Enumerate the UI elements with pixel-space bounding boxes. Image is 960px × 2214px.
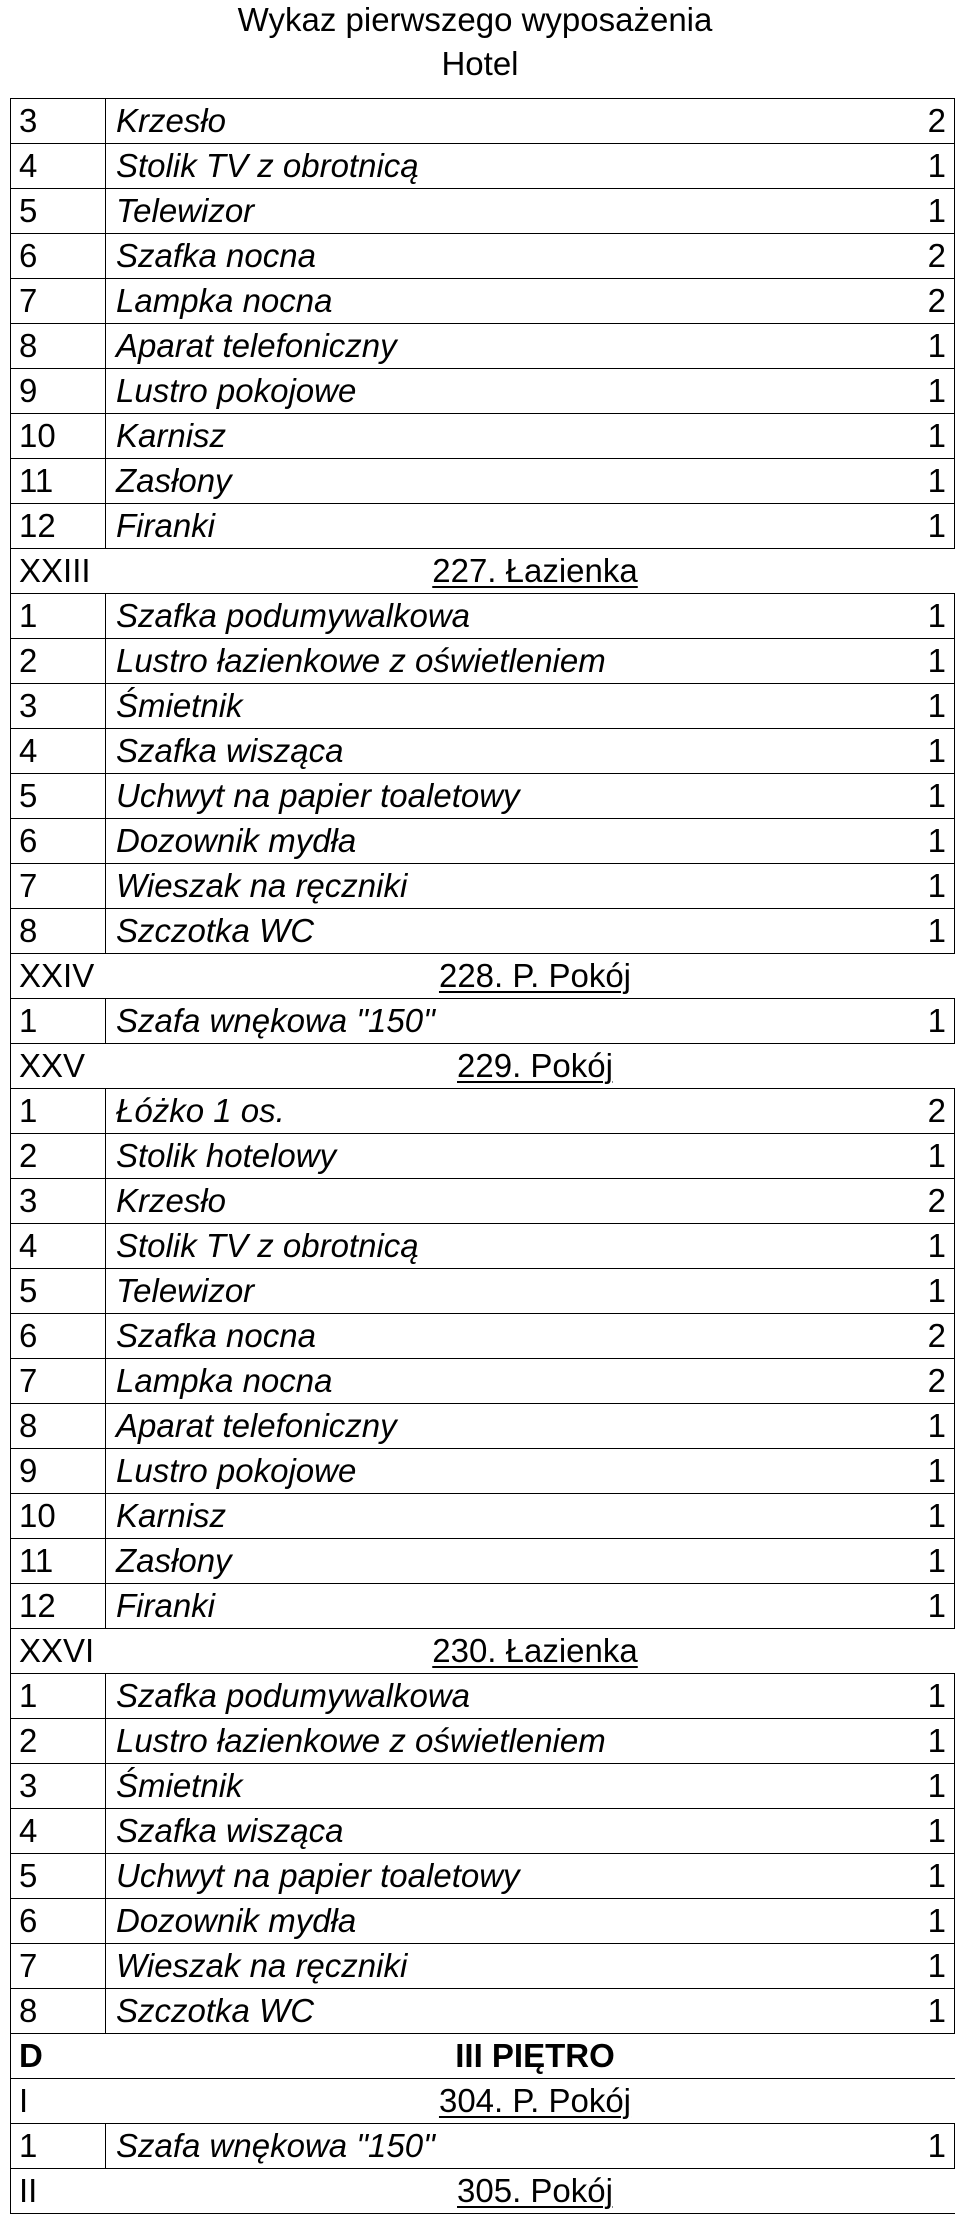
table-row bbox=[11, 279, 955, 324]
item-number: 3 bbox=[11, 1179, 106, 1224]
table-row bbox=[11, 459, 955, 504]
item-quantity: 1 bbox=[905, 1494, 955, 1539]
section-title bbox=[106, 549, 955, 594]
item-number: 9 bbox=[11, 369, 106, 414]
item-quantity: 2 bbox=[905, 234, 955, 279]
item-number: 8 bbox=[11, 324, 106, 369]
table-row bbox=[11, 1764, 955, 1809]
section-title-text: 228. P. Pokój bbox=[438, 957, 632, 994]
item-quantity: 1 bbox=[905, 999, 955, 1044]
section-title bbox=[106, 1044, 955, 1089]
section-header-row bbox=[11, 954, 955, 999]
item-quantity: 1 bbox=[905, 684, 955, 729]
item-name: Telewizor bbox=[106, 189, 905, 234]
table-row bbox=[11, 819, 955, 864]
item-quantity: 1 bbox=[905, 639, 955, 684]
table-row bbox=[11, 1269, 955, 1314]
section-number: II bbox=[11, 2169, 106, 2214]
item-quantity: 1 bbox=[905, 1989, 955, 2034]
floor-header-row bbox=[11, 2034, 955, 2079]
document-header bbox=[0, 0, 960, 96]
document-title: Wykaz pierwszego wyposażenia bbox=[237, 1, 713, 38]
section-title bbox=[106, 2169, 955, 2214]
item-number: 4 bbox=[11, 1809, 106, 1854]
table-row bbox=[11, 324, 955, 369]
item-number: 5 bbox=[11, 774, 106, 819]
item-quantity: 1 bbox=[905, 369, 955, 414]
item-name: Szczotka WC bbox=[106, 909, 905, 954]
item-name: Szafka nocna bbox=[106, 234, 905, 279]
item-quantity: 1 bbox=[905, 189, 955, 234]
item-name: Szczotka WC bbox=[106, 1989, 905, 2034]
item-quantity: 1 bbox=[905, 1404, 955, 1449]
item-number: 7 bbox=[11, 1359, 106, 1404]
item-quantity: 1 bbox=[905, 1269, 955, 1314]
item-number: 7 bbox=[11, 1944, 106, 1989]
item-quantity: 1 bbox=[905, 504, 955, 549]
item-quantity: 1 bbox=[905, 1809, 955, 1854]
item-name: Karnisz bbox=[106, 414, 905, 459]
item-name: Aparat telefoniczny bbox=[106, 1404, 905, 1449]
item-quantity: 1 bbox=[905, 819, 955, 864]
item-quantity: 1 bbox=[905, 1449, 955, 1494]
table-row bbox=[11, 909, 955, 954]
item-number: 5 bbox=[11, 189, 106, 234]
item-quantity: 1 bbox=[905, 1854, 955, 1899]
table-row bbox=[11, 2124, 955, 2169]
table-row bbox=[11, 1494, 955, 1539]
table-row bbox=[11, 144, 955, 189]
item-name: Lustro pokojowe bbox=[106, 1449, 905, 1494]
item-quantity: 1 bbox=[905, 1764, 955, 1809]
table-row bbox=[11, 774, 955, 819]
table-row bbox=[11, 1539, 955, 1584]
inventory-table-body bbox=[11, 99, 955, 2214]
item-name: Szafka podumywalkowa bbox=[106, 1674, 905, 1719]
item-quantity: 1 bbox=[905, 324, 955, 369]
item-number: 7 bbox=[11, 864, 106, 909]
item-name: Śmietnik bbox=[106, 684, 905, 729]
item-name: Szafka nocna bbox=[106, 1314, 905, 1359]
item-number: 1 bbox=[11, 594, 106, 639]
item-name: Aparat telefoniczny bbox=[106, 324, 905, 369]
item-number: 3 bbox=[11, 99, 106, 144]
item-number: 1 bbox=[11, 1674, 106, 1719]
item-name: Szafka podumywalkowa bbox=[106, 594, 905, 639]
item-quantity: 1 bbox=[905, 414, 955, 459]
item-number: 4 bbox=[11, 144, 106, 189]
item-number: 3 bbox=[11, 1764, 106, 1809]
inventory-table bbox=[10, 98, 955, 2214]
table-row bbox=[11, 1089, 955, 1134]
item-number: 8 bbox=[11, 909, 106, 954]
section-number: D bbox=[11, 2034, 106, 2079]
item-number: 11 bbox=[11, 459, 106, 504]
item-quantity: 1 bbox=[905, 2124, 955, 2169]
table-row bbox=[11, 1719, 955, 1764]
item-number: 5 bbox=[11, 1854, 106, 1899]
section-title-text: 227. Łazienka bbox=[432, 552, 638, 589]
item-number: 1 bbox=[11, 2124, 106, 2169]
section-title bbox=[106, 954, 955, 999]
section-header-row bbox=[11, 1044, 955, 1089]
table-row bbox=[11, 999, 955, 1044]
table-row bbox=[11, 1899, 955, 1944]
item-name: Śmietnik bbox=[106, 1764, 905, 1809]
item-number: 8 bbox=[11, 1989, 106, 2034]
section-title-text: III PIĘTRO bbox=[455, 2037, 615, 2074]
item-number: 4 bbox=[11, 729, 106, 774]
table-row bbox=[11, 1224, 955, 1269]
item-number: 2 bbox=[11, 1134, 106, 1179]
item-number: 6 bbox=[11, 234, 106, 279]
table-row bbox=[11, 1134, 955, 1179]
table-row bbox=[11, 594, 955, 639]
item-name: Lampka nocna bbox=[106, 279, 905, 324]
section-title-text: 304. P. Pokój bbox=[438, 2082, 632, 2119]
section-title-text: 305. Pokój bbox=[457, 2172, 613, 2209]
item-name: Stolik TV z obrotnicą bbox=[106, 1224, 905, 1269]
table-row bbox=[11, 1314, 955, 1359]
item-name: Karnisz bbox=[106, 1494, 905, 1539]
item-name: Uchwyt na papier toaletowy bbox=[106, 1854, 905, 1899]
item-quantity: 1 bbox=[905, 1134, 955, 1179]
table-row bbox=[11, 684, 955, 729]
item-quantity: 1 bbox=[905, 1719, 955, 1764]
item-name: Lustro łazienkowe z oświetleniem bbox=[106, 1719, 905, 1764]
table-row bbox=[11, 414, 955, 459]
table-row bbox=[11, 1809, 955, 1854]
item-name: Zasłony bbox=[106, 459, 905, 504]
item-name: Wieszak na ręczniki bbox=[106, 1944, 905, 1989]
table-row bbox=[11, 1674, 955, 1719]
item-quantity: 2 bbox=[905, 1179, 955, 1224]
item-name: Wieszak na ręczniki bbox=[106, 864, 905, 909]
table-row bbox=[11, 234, 955, 279]
table-row bbox=[11, 1179, 955, 1224]
item-number: 6 bbox=[11, 1899, 106, 1944]
table-row bbox=[11, 1359, 955, 1404]
item-name: Lampka nocna bbox=[106, 1359, 905, 1404]
item-quantity: 2 bbox=[905, 99, 955, 144]
table-row bbox=[11, 369, 955, 414]
section-header-row bbox=[11, 1629, 955, 1674]
item-number: 6 bbox=[11, 819, 106, 864]
item-quantity: 2 bbox=[905, 1314, 955, 1359]
item-name: Zasłony bbox=[106, 1539, 905, 1584]
table-row bbox=[11, 729, 955, 774]
item-number: 7 bbox=[11, 279, 106, 324]
item-name: Telewizor bbox=[106, 1269, 905, 1314]
item-number: 10 bbox=[11, 414, 106, 459]
item-quantity: 1 bbox=[905, 1944, 955, 1989]
item-quantity: 1 bbox=[905, 1584, 955, 1629]
table-row bbox=[11, 504, 955, 549]
item-name: Stolik TV z obrotnicą bbox=[106, 144, 905, 189]
section-header-row bbox=[11, 549, 955, 594]
section-title bbox=[106, 2079, 955, 2124]
item-quantity: 1 bbox=[905, 1539, 955, 1584]
item-quantity: 2 bbox=[905, 279, 955, 324]
item-quantity: 1 bbox=[905, 144, 955, 189]
table-row bbox=[11, 1584, 955, 1629]
section-title-text: 229. Pokój bbox=[457, 1047, 613, 1084]
item-name: Dozownik mydła bbox=[106, 819, 905, 864]
section-header-row bbox=[11, 2079, 955, 2124]
section-title-text: 230. Łazienka bbox=[432, 1632, 638, 1669]
item-number: 10 bbox=[11, 1494, 106, 1539]
item-number: 1 bbox=[11, 1089, 106, 1134]
section-number: XXV bbox=[11, 1044, 106, 1089]
section-header-row bbox=[11, 2169, 955, 2214]
item-quantity: 1 bbox=[905, 1899, 955, 1944]
item-quantity: 1 bbox=[905, 594, 955, 639]
item-quantity: 1 bbox=[905, 729, 955, 774]
item-name: Firanki bbox=[106, 1584, 905, 1629]
item-number: 12 bbox=[11, 1584, 106, 1629]
item-name: Firanki bbox=[106, 504, 905, 549]
item-number: 8 bbox=[11, 1404, 106, 1449]
section-number: XXIV bbox=[11, 954, 106, 999]
item-name: Lustro pokojowe bbox=[106, 369, 905, 414]
item-name: Dozownik mydła bbox=[106, 1899, 905, 1944]
table-row bbox=[11, 189, 955, 234]
item-number: 12 bbox=[11, 504, 106, 549]
section-title bbox=[106, 2034, 955, 2079]
table-row bbox=[11, 1404, 955, 1449]
item-name: Szafa wnękowa "150" bbox=[106, 999, 905, 1044]
item-quantity: 1 bbox=[905, 774, 955, 819]
item-number: 2 bbox=[11, 639, 106, 684]
table-row bbox=[11, 1989, 955, 2034]
section-number: I bbox=[11, 2079, 106, 2124]
table-row bbox=[11, 99, 955, 144]
item-number: 9 bbox=[11, 1449, 106, 1494]
table-row bbox=[11, 1944, 955, 1989]
item-number: 11 bbox=[11, 1539, 106, 1584]
section-number: XXIII bbox=[11, 549, 106, 594]
item-name: Krzesło bbox=[106, 1179, 905, 1224]
item-name: Szafka wisząca bbox=[106, 1809, 905, 1854]
document-subtitle: Hotel bbox=[441, 45, 519, 82]
item-number: 2 bbox=[11, 1719, 106, 1764]
table-row bbox=[11, 864, 955, 909]
section-number: XXVI bbox=[11, 1629, 106, 1674]
item-name: Łóżko 1 os. bbox=[106, 1089, 905, 1134]
item-quantity: 2 bbox=[905, 1359, 955, 1404]
item-name: Stolik hotelowy bbox=[106, 1134, 905, 1179]
item-number: 5 bbox=[11, 1269, 106, 1314]
item-name: Szafka wisząca bbox=[106, 729, 905, 774]
table-row bbox=[11, 1449, 955, 1494]
item-number: 4 bbox=[11, 1224, 106, 1269]
item-number: 6 bbox=[11, 1314, 106, 1359]
table-row bbox=[11, 1854, 955, 1899]
item-number: 3 bbox=[11, 684, 106, 729]
table-row bbox=[11, 639, 955, 684]
item-quantity: 1 bbox=[905, 459, 955, 504]
item-name: Krzesło bbox=[106, 99, 905, 144]
item-name: Szafa wnękowa "150" bbox=[106, 2124, 905, 2169]
item-name: Lustro łazienkowe z oświetleniem bbox=[106, 639, 905, 684]
item-number: 1 bbox=[11, 999, 106, 1044]
item-quantity: 2 bbox=[905, 1089, 955, 1134]
section-title bbox=[106, 1629, 955, 1674]
item-quantity: 1 bbox=[905, 1674, 955, 1719]
item-quantity: 1 bbox=[905, 864, 955, 909]
item-quantity: 1 bbox=[905, 1224, 955, 1269]
item-name: Uchwyt na papier toaletowy bbox=[106, 774, 905, 819]
item-quantity: 1 bbox=[905, 909, 955, 954]
